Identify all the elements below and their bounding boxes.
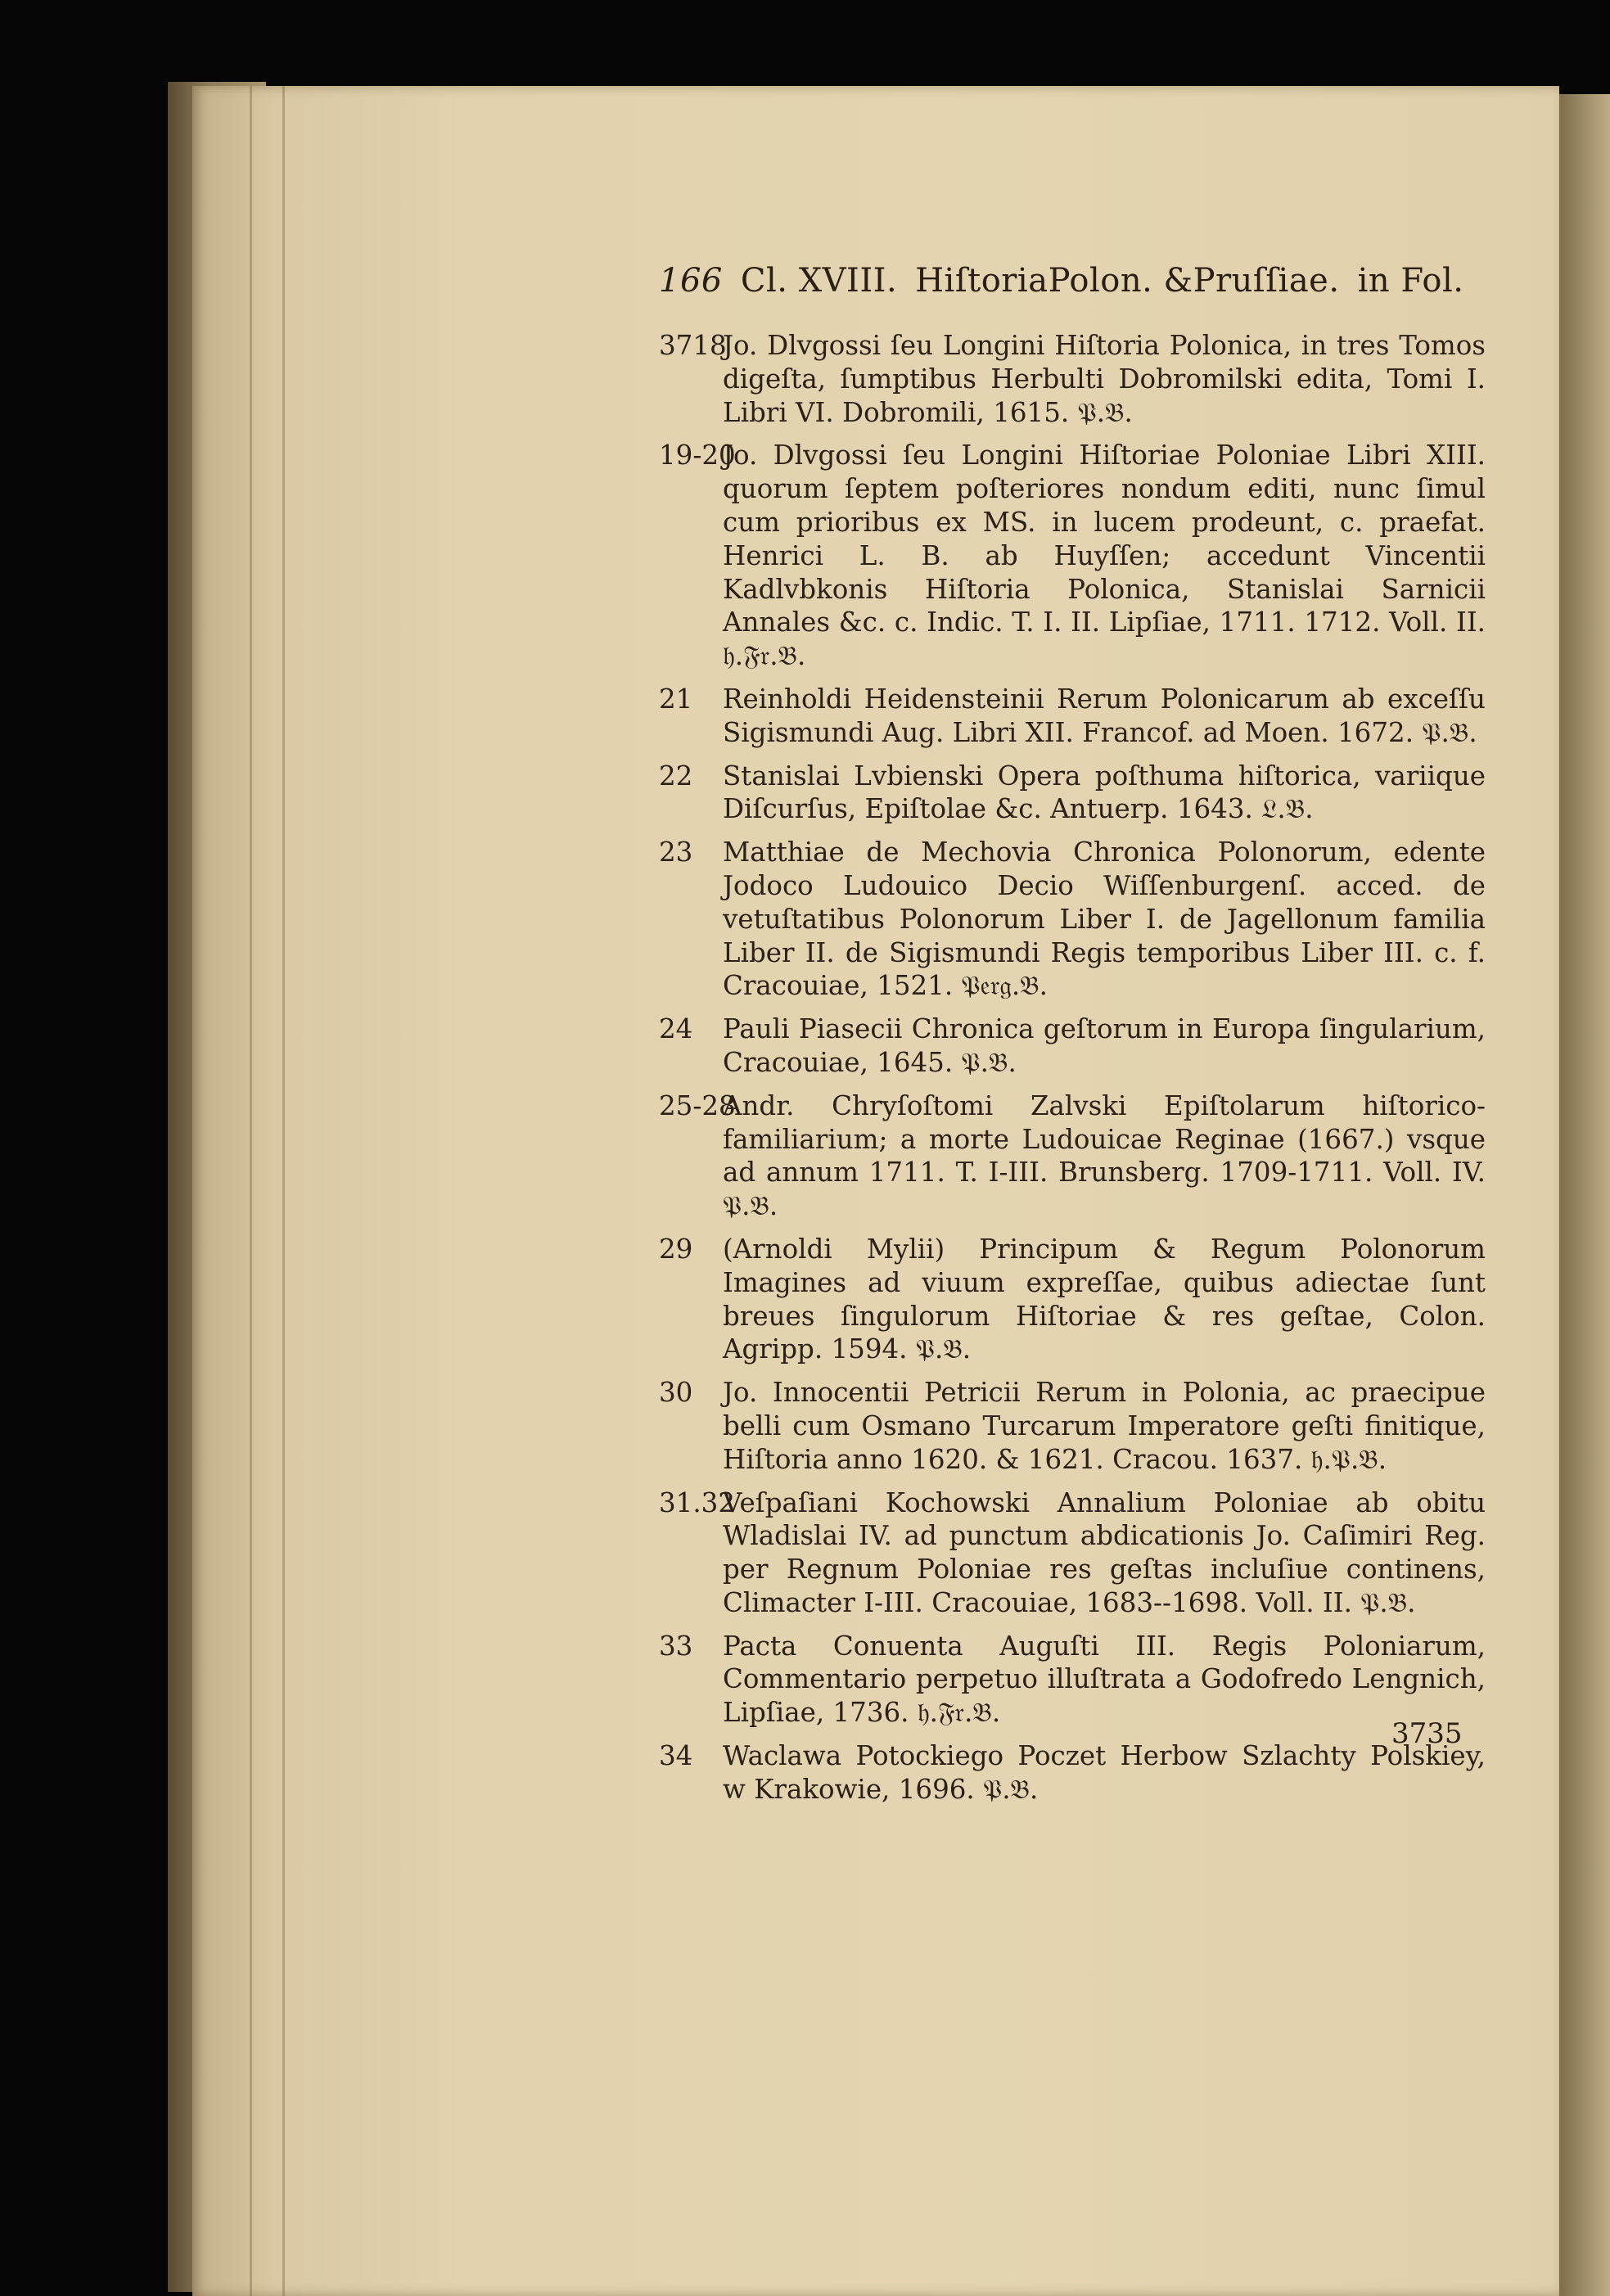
catalogue-entry xyxy=(659,760,1486,827)
entry-number: 31.32 xyxy=(659,1486,736,1518)
catalogue-entry xyxy=(659,1013,1486,1080)
entry-number: 33 xyxy=(659,1630,693,1662)
entry-number: 3718 xyxy=(659,330,727,361)
entry-number: 29 xyxy=(659,1233,693,1265)
entry-text: Jo. Innocentii Petricii Rerum in Polonia, ac praecipue belli cum Osmano Turcarum Imperatore geſti finitique, Hiſtoria anno 1620. & 1621. Cracou. 1637. 𝔥.𝔓.𝔅. xyxy=(723,1377,1486,1475)
entry-text: Veſpaſiani Kochowski Annalium Poloniae ab obitu Wladislai IV. ad punctum abdicationis Jo. Caſimiri Reg. per Regnum Poloniae res geſtas incluſiue continens, Climacter I-III. Cracouiae, 1683--1698. Voll. II. 𝔓.𝔅. xyxy=(723,1486,1486,1618)
entry-number: 34 xyxy=(659,1740,693,1772)
page-stack-edge xyxy=(250,86,252,2296)
catalogue-entries xyxy=(659,329,1486,1816)
catalogue-entry xyxy=(659,1233,1486,1366)
catalogue-entry xyxy=(659,683,1486,750)
entry-text: Reinholdi Heidensteinii Rerum Polonicarum ab exceſſu Sigismundi Aug. Libri XII. Francof. ad Moen. 1672. 𝔓.𝔅. xyxy=(723,683,1486,748)
catalogue-entry xyxy=(659,1376,1486,1476)
running-title: HiſtoriaPolon. &Pruſſiae. xyxy=(915,262,1340,300)
catalogue-entry xyxy=(659,439,1486,673)
entry-text: Pauli Piasecii Chronica geſtorum in Europa ſingularium, Cracouiae, 1645. 𝔓.𝔅. xyxy=(723,1013,1486,1078)
entry-number: 22 xyxy=(659,760,693,792)
class-label: Cl. XVIII. xyxy=(740,262,898,300)
entry-text: (Arnoldi Mylii) Principum & Regum Polonorum Imagines ad viuum expreſſae, quibus adiectae ſunt breues ſingulorum Hiſtoriae & res geſtae, Colon. Agripp. 1594. 𝔓.𝔅. xyxy=(723,1233,1486,1365)
catchword: 3735 xyxy=(1391,1717,1463,1750)
catalogue-entry xyxy=(659,1739,1486,1807)
page-number: 166 xyxy=(659,262,723,300)
entry-text: Matthiae de Mechovia Chronica Polonorum, edente Jodoco Ludouico Decio Wiſſenburgenſ. acced. de vetuſtatibus Polonorum Liber I. de Jagellonum familia Liber II. de Sigismundi Regis temporibus Liber III. c. f. Cracouiae, 1521. 𝔓𝔢𝔯𝔤.𝔅. xyxy=(723,837,1486,1002)
format-label: in Fol. xyxy=(1357,262,1464,300)
catalogue-entry xyxy=(659,1486,1486,1620)
catalogue-entry xyxy=(659,1089,1486,1223)
entry-number: 21 xyxy=(659,683,693,715)
entry-text: Jo. Dlvgossi ſeu Longini Hiſtoria Polonica, in tres Tomos digeſta, ſumptibus Herbulti Dobromilski edita, Tomi I. Libri VI. Dobromili, 1615. 𝔓.𝔅. xyxy=(723,330,1486,428)
catalogue-entry xyxy=(659,1630,1486,1730)
catalogue-entry xyxy=(659,329,1486,429)
entry-text: Jo. Dlvgossi ſeu Longini Hiſtoriae Poloniae Libri XIII. quorum ſeptem poſteriores nondum editi, nunc ſimul cum prioribus ex MS. in lucem prodeunt, c. praefat. Henrici L. B. ab Huyſſen; accedunt Vincentii Kadlvbkonis Hiſtoria Polonica, Stanislai Sarnicii Annales &c. c. Indic. T. I. II. Lipſiae, 1711. 1712. Voll. II. 𝔥.𝔉𝔯.𝔅. xyxy=(723,440,1486,672)
entry-text: Waclawa Potockiego Poczet Herbow Szlachty Polskiey, w Krakowie, 1696. 𝔓.𝔅. xyxy=(723,1740,1486,1805)
catalogue-entry xyxy=(659,836,1486,1003)
facing-page-edge xyxy=(1559,94,1610,2296)
entry-text: Pacta Conuenta Auguſti III. Regis Poloniarum, Commentario perpetuo illuſtrata a Godofredo Lengnich, Lipſiae, 1736. 𝔥.𝔉𝔯.𝔅. xyxy=(723,1630,1486,1729)
entry-number: 25-28 xyxy=(659,1089,736,1121)
entry-number: 19-20 xyxy=(659,440,736,471)
page-stack-edge xyxy=(282,86,285,2296)
running-head xyxy=(659,262,1486,300)
entry-number: 30 xyxy=(659,1377,693,1409)
entry-number: 23 xyxy=(659,837,693,868)
entry-number: 24 xyxy=(659,1013,693,1045)
entry-text: Andr. Chryſoſtomi Zalvski Epiſtolarum hiſtorico-familiarium; a morte Ludouicae Reginae (1667.) vsque ad annum 1711. T. I-III. Brunsberg. 1709-1711. Voll. IV. 𝔓.𝔅. xyxy=(723,1089,1486,1222)
entry-text: Stanislai Lvbienski Opera poſthuma hiſtorica, variique Diſcurſus, Epiſtolae &c. Antuerp. 1643. 𝔏.𝔅. xyxy=(723,760,1486,825)
